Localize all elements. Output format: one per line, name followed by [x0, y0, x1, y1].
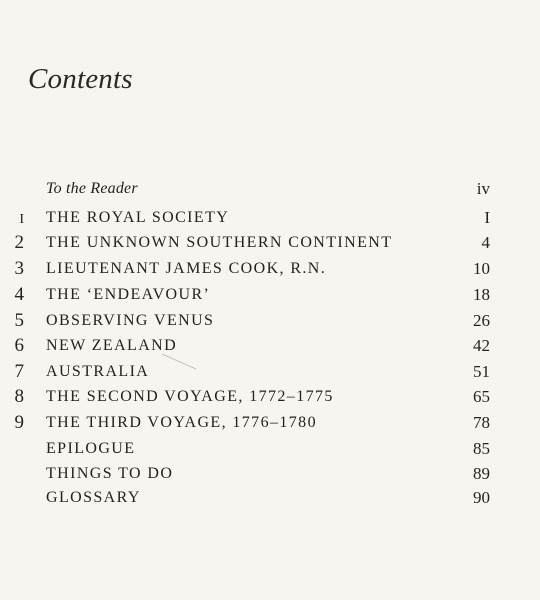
toc-entry-title: THE ROYAL SOCIETY [46, 209, 230, 226]
toc-entry-number: 9 [14, 412, 24, 433]
toc-entry-number: 6 [14, 335, 24, 356]
toc-entry-title: LIEUTENANT JAMES COOK, R.N. [46, 260, 327, 277]
toc-entry-title: To the Reader [46, 180, 138, 197]
toc-entry-title: THE SECOND VOYAGE, 1772–1775 [46, 388, 334, 405]
toc-entry-number: 5 [14, 310, 24, 331]
toc-entry-title: AUSTRALIA [46, 363, 150, 380]
toc-entry-page: I [484, 208, 490, 227]
toc-entry-title: OBSERVING VENUS [46, 312, 215, 329]
toc-entry [0, 485, 540, 509]
toc-entry-page: 89 [473, 464, 490, 483]
toc-entry-title: EPILOGUE [46, 440, 136, 457]
toc-entry-page: 42 [473, 336, 490, 355]
page-title: Contents [28, 63, 133, 95]
toc-entry [0, 308, 540, 332]
toc-entry-number: 4 [14, 284, 24, 305]
toc-entry [0, 436, 540, 460]
toc-entry [0, 359, 540, 383]
toc-entry-title: THINGS TO DO [46, 465, 174, 482]
toc-entry-page: 26 [473, 311, 490, 330]
toc-entry-number: 7 [14, 361, 24, 382]
toc-entry [0, 282, 540, 306]
stray-pencil-mark [160, 352, 200, 372]
toc-entry [0, 461, 540, 485]
toc-entry-page: 10 [473, 259, 490, 278]
toc-entry-number: 8 [14, 386, 24, 407]
toc-entry [0, 384, 540, 408]
toc-entry-page: 85 [473, 439, 490, 458]
toc-entry-title: THE THIRD VOYAGE, 1776–1780 [46, 414, 317, 431]
toc-entry-page: iv [476, 179, 490, 198]
toc-entry-page: 18 [473, 285, 490, 304]
toc-entry-number: 2 [14, 232, 24, 253]
toc-entry [0, 256, 540, 280]
toc-entry [0, 205, 540, 229]
toc-entry-title: GLOSSARY [46, 489, 141, 506]
toc-entry-number: 3 [14, 258, 24, 279]
toc-entry-title: THE ‘ENDEAVOUR’ [46, 286, 211, 303]
toc-entry [0, 410, 540, 434]
toc-entry [0, 176, 540, 200]
toc-entry-title: THE UNKNOWN SOUTHERN CONTINENT [46, 234, 393, 251]
toc-entry-page: 65 [473, 387, 490, 406]
toc-entry [0, 333, 540, 357]
toc-entry-page: 90 [473, 488, 490, 507]
toc-entry-page: 78 [473, 413, 490, 432]
toc-entry-page: 4 [481, 233, 490, 252]
toc-entry-page: 51 [473, 362, 490, 381]
toc-entry-title: NEW ZEALAND [46, 337, 178, 354]
toc-entry-number: I [19, 212, 24, 227]
toc-entry [0, 230, 540, 254]
